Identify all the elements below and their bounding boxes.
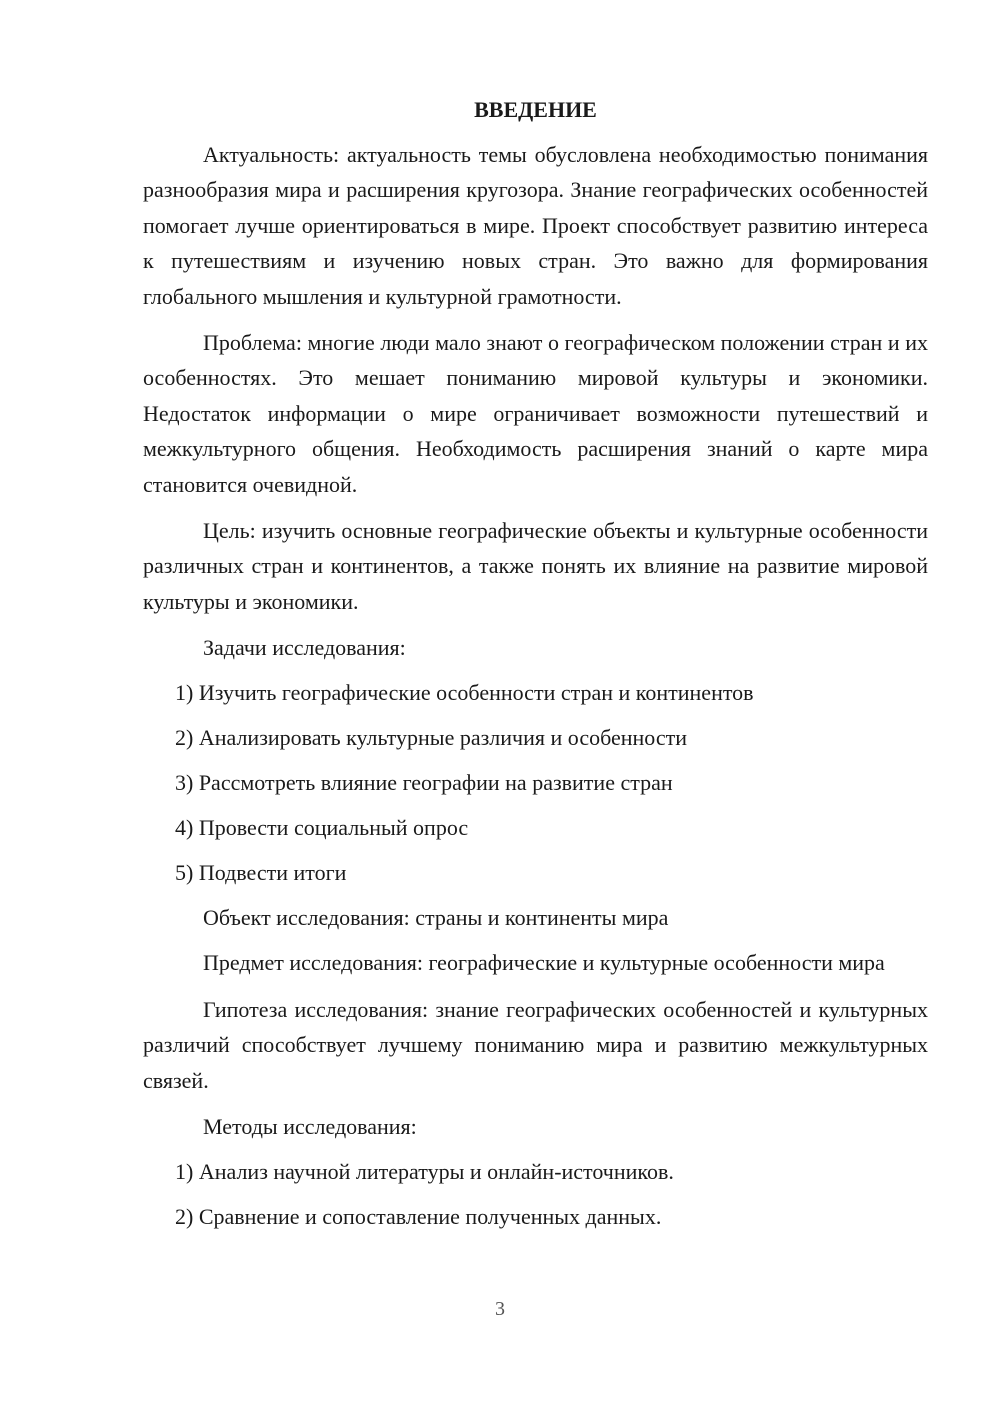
task-item: 3) Рассмотреть влияние географии на развитие стран <box>175 770 673 796</box>
subject-paragraph: Предмет исследования: географические и культурные особенности мира <box>203 950 885 976</box>
goal-paragraph: Цель: изучить основные географические объекты и культурные особенности различных стран и континентов, а также понять их влияние на развитие мировой культуры и экономики. <box>143 518 928 614</box>
relevance-paragraph: Актуальность: актуальность темы обусловлена необходимостью понимания разнообразия мира и расширения кругозора. Знание географических особенностей помогает лучше ориентироваться в мире. Проект способствует развитию интереса к путешествиям и изучению новых стран. Это важно для формирования глобального мышления и культурной грамотности. <box>143 142 928 309</box>
task-item: 2) Анализировать культурные различия и особенности <box>175 725 687 751</box>
page-title: ВВЕДЕНИЕ <box>474 97 597 122</box>
problem-paragraph: Проблема: многие люди мало знают о географическом положении стран и их особенностях. Это мешает пониманию мировой культуры и экономики. Недостаток информации о мире ограничивает возможности путешествий и межкультурного общения. Необходимость расширения знаний о карте мира становится очевидной. <box>143 330 928 497</box>
page-number: 3 <box>495 1298 505 1320</box>
document-page <box>143 95 928 1244</box>
task-item: 4) Провести социальный опрос <box>175 815 469 841</box>
method-item: 1) Анализ научной литературы и онлайн-источников. <box>175 1158 674 1184</box>
hypothesis-paragraph: Гипотеза исследования: знание географических особенностей и культурных различий способствует лучшему пониманию мира и развитию межкультурных связей. <box>143 996 928 1093</box>
object-line: Объект исследования: страны и континенты мира <box>203 905 669 931</box>
task-item: 5) Подвести итоги <box>175 860 347 886</box>
method-item: 2) Сравнение и сопоставление полученных данных. <box>175 1203 662 1229</box>
tasks-label: Задачи исследования: <box>203 635 406 661</box>
task-item: 1) Изучить географические особенности стран и континентов <box>175 680 754 706</box>
methods-label: Методы исследования: <box>203 1113 417 1139</box>
